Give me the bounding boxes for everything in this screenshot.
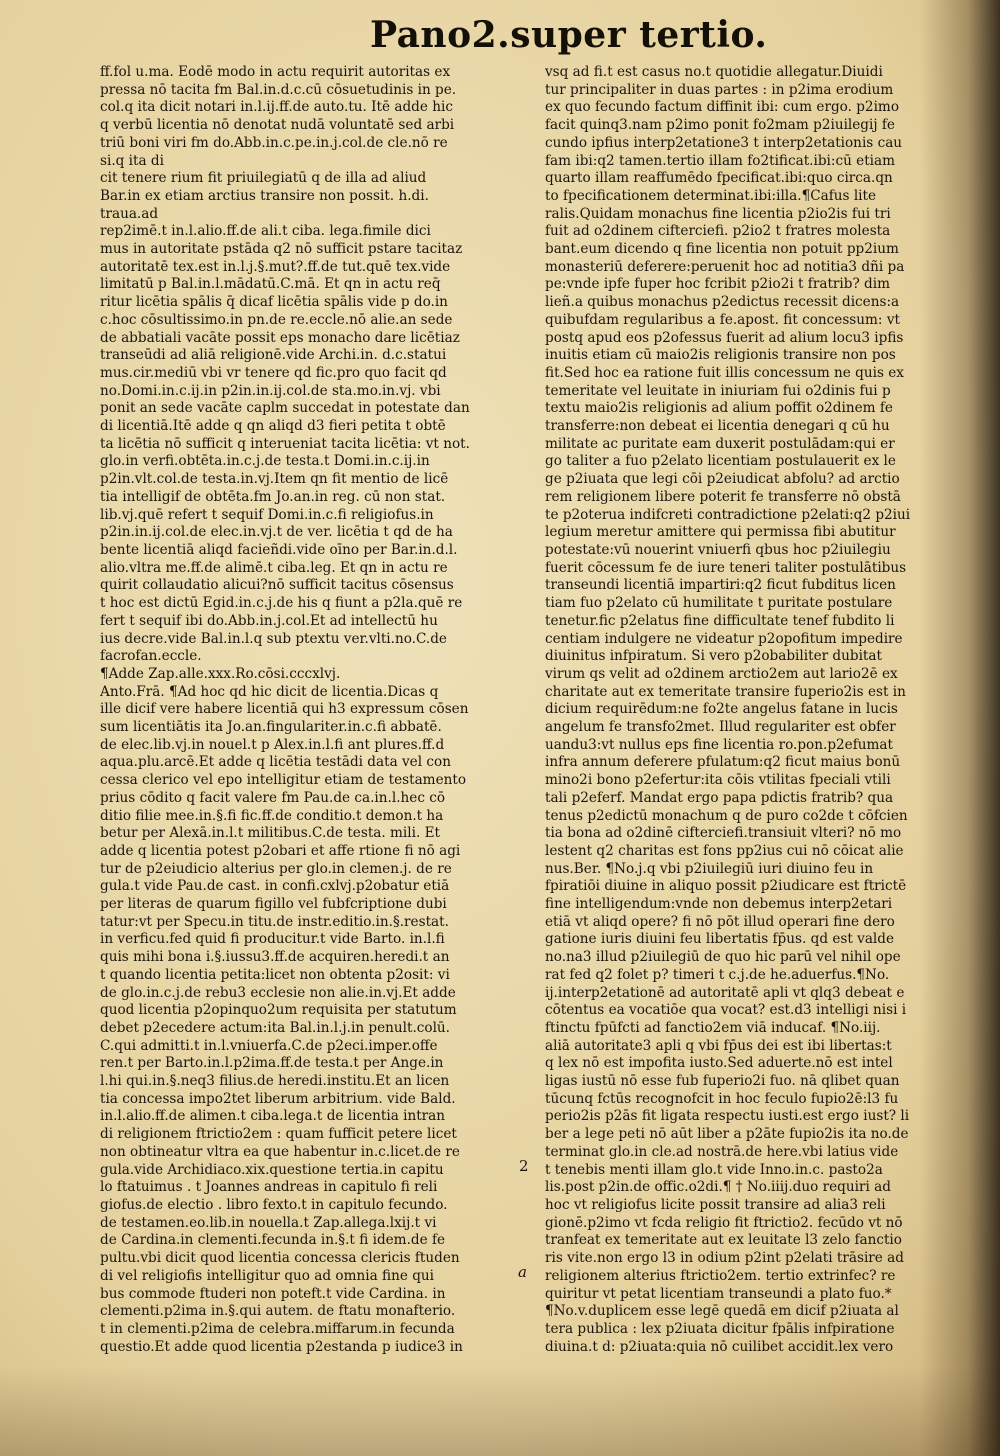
left-column-line: cit tenere rium fit priuilegiatū q de illa ad aliud (100, 170, 427, 187)
right-column-line: diuinitus infpiratum. Si vero p2obabiliter dubitat (545, 648, 882, 665)
right-column-line: tia bona ad o2dinē cifterciefi.transiuit vlteri? nō mo (545, 825, 902, 842)
right-column-line: cundo ipfius interp2etatione3 t interp2etationis cau (545, 134, 903, 151)
right-column-line: no.na3 illud p2iuilegiū de quo hic parū vel nihil ope (545, 949, 901, 966)
left-column-line: glo.in verfi.obtēta.in.c.j.de testa.t Domi.in.c.ij.in (100, 453, 430, 470)
left-column-line: de elec.lib.vj.in nouel.t p Alex.in.l.fi ant plures.ff.d (100, 736, 445, 753)
right-column-line: vsq ad fi.t est casus no.t quotidie allegatur.Diuidi (545, 64, 883, 80)
left-column-line: ta licētia nō sufficit q interueniat tacita licētia: vt not. (100, 435, 470, 452)
right-column-line: quiritur vt petat licentiam transeundi a plato fuo.* (545, 1285, 892, 1302)
right-column-line: ligas iustū nō esse fub fuperio2i fuo. nā qlibet quan (545, 1073, 900, 1090)
right-column-line: tali p2eferf. Mandat ergo papa pdictis fratrib? qua (545, 789, 894, 806)
right-column-line: diuina.t d̄: p2iuata:quia nō cuilibet accidit.lex vero (545, 1338, 894, 1355)
left-column-line: mus in autoritate pstāda q2 nō sufficit pstare tacitaz (100, 241, 463, 258)
right-column-line: ge p2iuata que legi cōi p2eiudicat abfolu? ad arctio (545, 471, 900, 488)
right-column-line: fine intelligendum:vnde non debemus interp2etari (545, 896, 893, 913)
left-column-line: ponit an sede vacāte capl̄m succedat in potestate dan (100, 400, 470, 417)
left-column-line: alio.vltra me.ff.de alimē.t ciba.leg. Et qn in actu re (100, 559, 448, 576)
right-column-line: bant.eum dicendo q fine licentia non potuit pp2ium (545, 241, 899, 258)
right-column-line: quarto illam reaffumēdo fpecificat.ibi:quo circa.qn (545, 170, 893, 187)
left-column-line: betur per Alexā.in.l.t militibus.C.de testa. mili. Et (100, 825, 440, 842)
right-column-line: tur principaliter in duas partes : in p2ima erodium (545, 81, 894, 98)
right-column-line: aliā autoritate3 apl̄i q vbi fp̄us dei est ibi libertas:t (545, 1037, 892, 1054)
right-column-line: virum qs velit ad o2dinem arctio2em aut lario2ē ex (545, 665, 898, 682)
left-column-line: debet p2ecedere actum:ita Bal.in.l.j.in penult.colū. (100, 1019, 451, 1036)
right-column-line: mino2i bono p2efertur:ita cōis vtilitas fpeciali vtili (545, 772, 891, 789)
left-column-line: lib.vj.quē refert t sequif Domi.in.c.fi religiofus.in (100, 506, 434, 523)
left-column-line: pressa nō tacita fm Bal.in.d.c.cū cōsuetudinis in pe. (100, 81, 457, 98)
left-column-line: p2in.in.ij.col.de elec.in.vj.t de ver. licētia t qd de ha (100, 524, 453, 541)
left-column-line: ditio filie mee.in.§.fi fic.ff.de conditio.t demon.t ha (100, 807, 444, 824)
right-column-line: terminat glo.in cle.ad nostrā.de here.vbi latius vide (545, 1143, 899, 1160)
left-column-line: si.q ita di (100, 152, 164, 169)
right-column-line: ¶No.v.duplicem esse legē quedā em dicif p2iuata al (545, 1303, 899, 1320)
right-column-line: rat fed q2 folet p? timeri t c.j.de he.aduerfus.¶No. (545, 966, 890, 983)
left-column-line: mus.cir.mediū vbi vr tenere qd fic.pro quo facit qd (100, 364, 447, 381)
right-column-line: te p2oterua indifcreti contradictione p2elati:q2 p2iui (545, 506, 911, 523)
margin-number-mark: 2 (519, 1157, 529, 1175)
right-column-line: perio2is p2ās fit ligata respectu iusti.est ergo iust? li (545, 1108, 910, 1125)
right-column-line: ralis.Quidam monachus fine licentia p2io2is fui tri (545, 205, 891, 222)
right-column-line: monasteriū deferere:peruenit hoc ad notitia3 dñi pa (545, 258, 905, 275)
left-column-line: non obtineatur vltra ea que habentur in.c.licet.de re (100, 1143, 460, 1160)
right-column-line: fuit ad o2dinem cifterciefi. p2io2 t fratres molesta (545, 223, 891, 240)
right-column-line: transferre:non debeat ei licentia denegari q cū hu (545, 418, 890, 435)
right-column-line: facit quinq3.nam p2imo ponit fo2mam p2iuilegij fe (545, 117, 895, 134)
left-column-line: Anto.Frā. ¶Ad hoc qd hic dicit de licentia.Dicas q (100, 683, 439, 700)
right-column-line: rem religionem libere poterit fe transferre nō obstā (545, 488, 901, 505)
margin-letter-mark: a (518, 1263, 527, 1281)
left-column-line: de testamen.eo.lib.in nouella.t Zap.allega.lxij.t vi (100, 1214, 437, 1231)
left-column-line: de glo.in.c.j.de rebu3 ecclesie non alie.in.vj.Et adde (100, 984, 456, 1001)
right-column (545, 64, 945, 1356)
right-column-line: cōtentus ea vocatiōe qua vocat? est.d3 intelligi nisi i (545, 1002, 907, 1019)
right-column-line: dicium requirēdum:ne fo2te angelus fatane in lucis (545, 701, 898, 718)
right-column-line: to fpecificationem determinat.ibi:illa.¶Cafus lite (545, 187, 877, 204)
right-column-line: angelum fe transfo2met. Illud regulariter est obfer (545, 719, 896, 736)
left-column-line: in verficu.fed quid fi producitur.t vide Barto. in.l.fi (100, 931, 445, 948)
left-column-line: cessa clerico vel epo intelligitur etiam de testamento (100, 772, 467, 789)
left-column-line: bente licentiā aliqd facieñdi.vide oīno per Bar.in.d.l. (100, 541, 458, 558)
right-column-line: inuitis etiam cū maio2is religionis transire non pos (545, 347, 896, 364)
running-head: Pano2.super tertio. (370, 14, 768, 56)
left-column-line: ius decre.vide Bal.in.l.q sub ptextu ver.vlti.no.C.de (100, 630, 447, 647)
left-column-line: gula.vide Archidiaco.xix.questione tertia.in capitu (100, 1161, 444, 1178)
right-column-line: ber a lege peti nō aūt liber a p2āte fupio2is ita no.de (545, 1126, 909, 1143)
left-column (100, 64, 518, 1356)
left-column-line: facrofan.eccle. (100, 648, 202, 665)
left-column-line: C.qui admitti.t in.l.vniuerfa.C.de p2eci.imper.offe (100, 1037, 438, 1054)
left-column-line: lo ftatuimus . t Joannes andreas in capitulo fi reli (100, 1179, 438, 1196)
right-column-line: fit.Sed hoc ea ratione fuit illis concessum ne quis ex (545, 364, 904, 381)
right-column-line: ij.interp2etationē ad autoritatē apl̄i vt qlq3 debeat e (545, 984, 905, 1001)
left-column-line: gula.t vide Pau.de cast. in confi.cxlvj.p2obatur etiā (100, 878, 450, 895)
left-column-line: ren.t per Barto.in.l.p2ima.ff.de testa.t per Ange.in (100, 1055, 444, 1072)
right-column-line: charitate aut ex temeritate transire fuperio2is est in (545, 683, 906, 700)
left-column-line: di vel religiofis intelligitur quo ad omnia fine qui (100, 1267, 435, 1284)
left-column-line: adde q licentia potest p2obari et affe rtione fi nō agi (100, 842, 461, 859)
right-column-line: fam ibi:q2 tamen.tertio illam fo2tificat.ibi:cū etiam (545, 152, 896, 169)
left-column-line: fert t sequif ibi do.Abb.in.j.col.Et ad intellectū hu (100, 612, 438, 629)
left-column-line: q verbū licentia nō denotat nudā voluntatē sed arbi (100, 117, 455, 134)
right-column-line: ex quo fecundo factum diffinit ibi: cum ergo. p2imo (545, 99, 900, 116)
right-column-line: legium meretur amittere qui permissa fibi abutitur (545, 524, 896, 541)
right-column-line: gatione iuris diuini feu libertatis fp̄us. qd est valde (545, 931, 895, 948)
left-column-line: t hoc est dictū Egid.in.c.j.de his q fiunt a p2la.quē re (100, 595, 463, 612)
left-column-line: tur de p2eiudicio alterius per glo.in clemen.j. de re (100, 860, 452, 877)
right-column-line: religionem alterius ftrictio2em. tertio extrinfec? re (545, 1267, 896, 1284)
right-column-line: infra annum deferere pfulatum:q2 ficut maius bonū (545, 754, 901, 771)
right-column-line: tenetur.fic p2elatus fine difficultate tenef fubdito li (545, 612, 895, 629)
left-column-line: prius cōdito q facit valere fm Pau.de ca.in.l.hec cō (100, 789, 446, 806)
left-column-line: p2in.vlt.col.de testa.in.vj.Item qn fit mentio de licē (100, 471, 449, 488)
right-column-line: fpiratiōi diuine in aliquo possit p2iudicare est ftrictē (545, 878, 907, 895)
right-column-line: nus.Ber. ¶No.j.q vbi p2iuilegiū iuri diuino feu in (545, 860, 874, 877)
right-column-line: etiā vt aliqd opere? fi nō pōt illud operari fine dero (545, 913, 895, 930)
left-column-line: giofus.de electio . libro fexto.t in capitulo fecundo. (100, 1197, 448, 1213)
left-column-line: triū boni viri fm do.Abb.in.c.pe.in.j.col.de cle.nō re (100, 134, 448, 151)
left-column-line: col.q ita dicit notari in.l.ij.ff.de auto.tu. Itē adde hic (100, 99, 453, 116)
left-column-line: questio.Et adde quod licentia p2estanda p iudice3 in (100, 1338, 463, 1355)
left-column-line: tia intelligif de obtēta.fm Jo.an.in reg. cū non stat. (100, 488, 446, 505)
right-column-line: tūcunq fctūs recognofcit in hoc feculo fupio2ē:l3 fu (545, 1090, 899, 1107)
right-column-line: lieñ.a quibus monachus p2edictus recessit dicens:a (545, 294, 900, 311)
left-column-line: rep2imē.t in.l.alio.ff.de ali.t ciba. lega.fimile dici (100, 223, 431, 240)
right-column-line: tranfeat ex temeritate aut ex leuitate l3 zelo fanctio (545, 1232, 902, 1249)
left-column-line: de abbatiali vacāte possit eps monacho dare licētiaz (100, 329, 460, 346)
left-column-line: no.Domi.in.c.ij.in p2in.in.ij.col.de sta.mo.in.vj. vbi (100, 382, 441, 399)
left-column-line: sum licentiātis ita Jo.an.fingulariter.in.c.fi abbatē. (100, 719, 442, 736)
left-column-line: ¶Adde Zap.alle.xxx.Ro.cōsi.cccxlvj. (100, 665, 341, 682)
right-column-line: postq apud eos p2ofessus fuerit ad alium locu3 ipfis (545, 329, 904, 346)
page-bottom-shade (0, 1366, 1000, 1456)
left-column-line: ff.fol u.ma. Eodē modo in actu requirit autoritas ex (100, 64, 451, 80)
right-column-line: tenus p2edictū monachum q de puro co2de t cōfcien (545, 807, 908, 824)
right-column-line: tiam fuo p2elato cū humilitate t puritate postulare (545, 595, 893, 612)
left-column-line: per literas de quarum figillo vel fubfcriptione dubi (100, 896, 447, 913)
left-column-line: c.hoc cōsultissimo.in pn.de re.eccle.nō alie.an sede (100, 311, 453, 328)
right-column-line: temeritate vel leuitate in iniuriam fui o2dinis fui p (545, 382, 891, 399)
right-column-line: pe:vnde ipfe fuper hoc fcribit p2io2i t fratrib? dim (545, 276, 891, 293)
right-column-line: lis.post p2in.de offic.o2di.¶ † No.iiij.duo requiri ad (545, 1179, 891, 1196)
left-column-line: transeūdi ad aliā religionē.vide Archi.in. d.c.statui (100, 347, 447, 364)
left-column-line: quirit collaudatio alicui?nō sufficit tacitus cōsensus (100, 577, 454, 594)
left-column-line: t quando licentia petita:licet non obtenta p2osit: vi (100, 966, 450, 983)
left-column-line: limitatū p Bal.in.l.mādatū.C.mā. Et qn in actu req̄ (100, 276, 441, 293)
right-column-line: gionē.p2imo vt fcd̄a religio fit ftrictio2. fecūdo vt nō (545, 1214, 903, 1231)
right-column-line: quibufdam regularibus a fe.apost. fit concessum: vt (545, 311, 900, 328)
left-column-line: autoritatē tex.est in.l.j.§.mut?.ff.de tut.quē tex.vide (100, 258, 451, 275)
left-column-line: di religionem ftrictio2em : quam fufficit petere licet (100, 1126, 457, 1143)
right-column-line: militate ac puritate eam duxerit postulādam:qui er (545, 435, 895, 452)
left-column-line: ille dicif vere habere licentiā qui h3 expressum cōsen (100, 701, 469, 718)
left-column-line: di licentiā.Itē adde q qn aliqd d3 fieri petita t obtē (100, 418, 446, 435)
left-column-line: quod licentia p2opinquo2um requisita per statutum (100, 1002, 457, 1019)
right-column-line: tera publica : lex p2iuata dicitur fpālis infpiratione (545, 1320, 895, 1337)
right-column-line: potestate:vū nouerint vniuerfi qbus hoc p2iuilegiu (545, 541, 891, 558)
left-column-line: aqua.plu.arcē.Et adde q licētia testādi data vel con (100, 754, 451, 771)
right-column-line: ris vite.non ergo l3 in odium p2int p2elati trāsire ad (545, 1250, 904, 1267)
right-column-line: t tenebis menti illam glo.t vide Inno.in.c. pasto2a (545, 1161, 883, 1178)
right-column-line: go taliter a fuo p2elato licentiam postulauerit ex le (545, 453, 896, 470)
right-column-line: fuerit cōcessum fe de iure teneri taliter postulātibus (545, 559, 907, 576)
page-gutter-shadow (920, 0, 1000, 1456)
left-column-line: l.hi qui.in.§.neq3 filius.de heredi.institu.Et an licen (100, 1073, 450, 1090)
left-column-line: clementi.p2ima in.§.qui autem. de ftatu monafterio. (100, 1303, 456, 1320)
right-column-line: centiam indulgere ne videatur p2opofitum impedire (545, 630, 903, 647)
left-column-line: traua.ad (100, 205, 159, 222)
right-column-line: uandu3:vt nullus eps fine licentia ro.pon.p2efumat (545, 736, 893, 753)
left-column-line: ritur licētia spālis q̄ dicaf licētia spālis vide p do.in (100, 294, 448, 311)
right-column-line: textu maio2is religionis ad alium poffit o2dinem fe (545, 400, 893, 417)
right-column-line: ftinctu fpūfcti ad fanctio2em viā inducaf. ¶No.iij. (545, 1019, 881, 1036)
left-column-line: in.l.alio.ff.de alimen.t ciba.lega.t de licentia intran (100, 1108, 446, 1125)
left-column-line: Bar.in ex etiam arctius transire non possit. h.di. (100, 187, 429, 204)
left-column-line: quis mihi bona i.§.iussu3.ff.de acquiren.heredi.t an (100, 949, 450, 966)
left-column-line: tatur:vt per Specu.in titu.de instr.editio.in.§.restat. (100, 913, 449, 930)
right-column-line: q lex nō est impofita iusto.Sed aduerte.nō est intel (545, 1055, 893, 1072)
left-column-line: tia concessa impo2tet liberum arbitrium. vide Bald. (100, 1090, 456, 1107)
left-column-line: t in clementi.p2ima de celebra.miffarum.in fecunda (100, 1320, 455, 1337)
right-column-line: lestent q2 charitas est fons pp2ius cui nō cōicat alie (545, 842, 904, 859)
left-column-line: pultu.vbi dicit quod licentia concessa clericis ftuden (100, 1250, 460, 1267)
left-column-line: de Cardina.in clementi.fecunda in.§.t fi idem.de fe (100, 1232, 446, 1249)
right-column-line: hoc vt religiofus licite possit transire ad alia3 reli (545, 1197, 886, 1213)
right-column-line: transeundi licentiā impartiri:q2 ficut fubditus licen (545, 577, 896, 594)
left-column-line: bus commode ftuderi non poteft.t vide Cardina. in (100, 1285, 446, 1302)
